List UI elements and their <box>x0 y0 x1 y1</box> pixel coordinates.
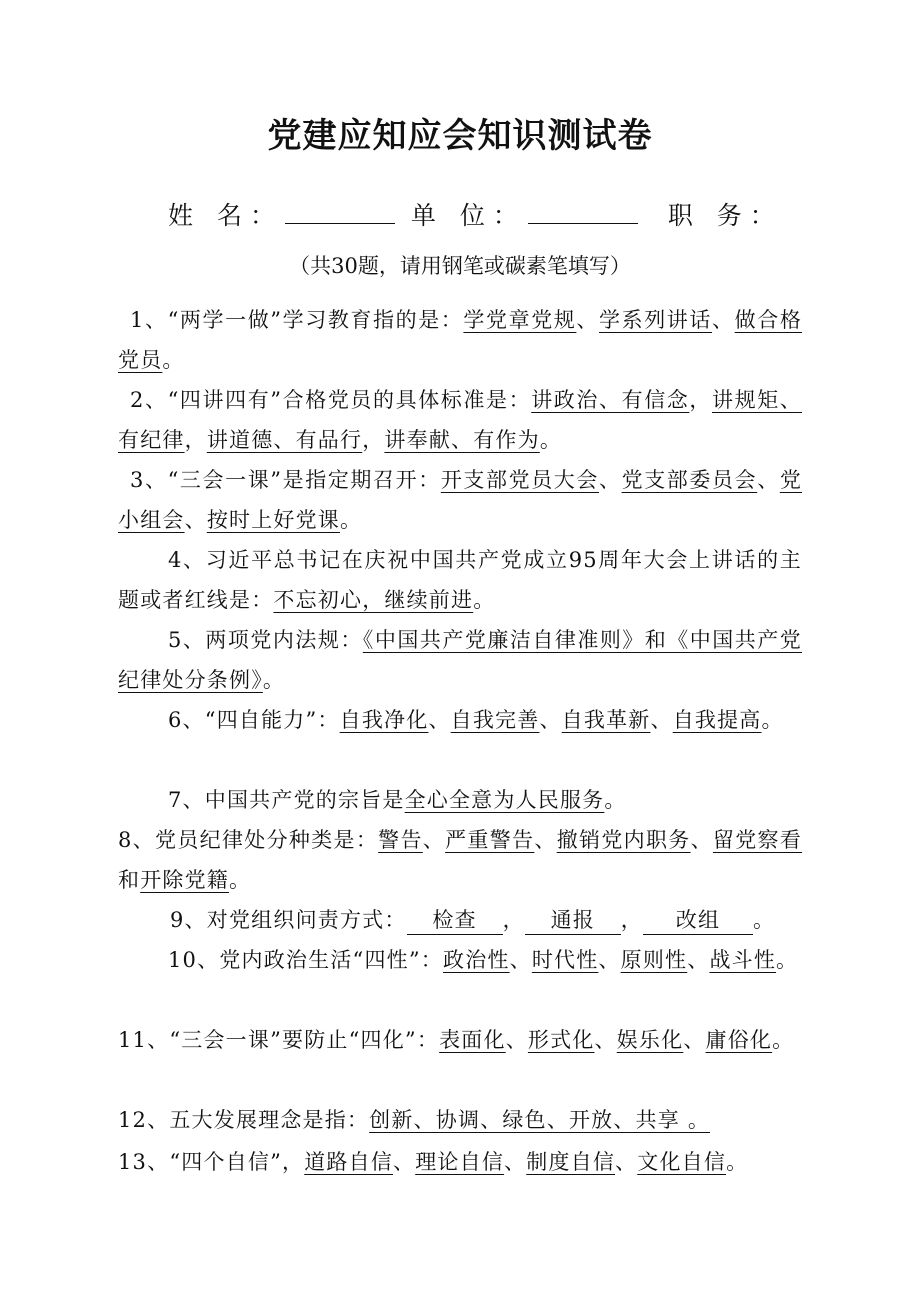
answer-text: 自我净化 <box>339 708 429 732</box>
question-text: 、 <box>683 1028 706 1052</box>
question-item <box>118 1020 802 1060</box>
name-blank[interactable] <box>285 201 395 224</box>
unit-blank[interactable] <box>528 201 638 224</box>
question-text: 党员纪律处分种类是： <box>155 828 379 852</box>
answer-text: 讲政治、有信念 <box>531 388 690 412</box>
question-text: 。 <box>776 948 799 972</box>
answer-text: 警告 <box>378 828 423 852</box>
question-text: 、 <box>687 948 710 972</box>
question-number: 12、 <box>118 1108 170 1132</box>
answer-text: 时代性 <box>531 948 599 972</box>
answer-text: 理论自信 <box>415 1150 505 1174</box>
answer-text: 严重警告 <box>445 828 535 852</box>
question-number: 6、 <box>168 708 205 732</box>
question-number: 10、 <box>168 948 220 972</box>
answer-text: 党支部委员会 <box>621 468 758 492</box>
question-text: 、 <box>539 708 562 732</box>
question-text: ， <box>184 428 207 452</box>
question-item <box>118 380 802 460</box>
question-text: 、 <box>690 828 713 852</box>
question-text: 。 <box>473 588 496 612</box>
answer-text: 制度自信 <box>526 1150 616 1174</box>
page-title: 党建应知应会知识测试卷 <box>267 116 653 156</box>
question-text: 、 <box>757 468 780 492</box>
question-text: 。 <box>162 348 185 372</box>
answer-text: 留党察看 <box>712 828 803 852</box>
answer-text: 不忘初心，继续前进 <box>273 588 474 612</box>
answer-text: 庸俗化 <box>705 1028 773 1052</box>
question-number: 8、 <box>118 828 155 852</box>
answer-text: 娱乐化 <box>616 1028 684 1052</box>
question-item <box>118 300 802 380</box>
question-item <box>118 1142 802 1182</box>
question-item <box>118 700 802 740</box>
question-text: 五大发展理念是指： <box>169 1108 370 1132</box>
unit-label: 单 位： <box>410 201 526 230</box>
question-item <box>118 540 802 620</box>
question-number: 3、 <box>130 468 168 492</box>
question-text: “四自能力”： <box>204 708 340 732</box>
position-label: 职 务： <box>667 201 783 230</box>
answer-text: 做合格党员 <box>118 308 803 372</box>
question-text: 。 <box>262 668 286 692</box>
question-number: 2、 <box>130 388 168 412</box>
question-number: 5、 <box>168 628 206 652</box>
question-text: 、 <box>184 508 207 532</box>
question-text: 。 <box>772 1028 795 1052</box>
question-text: 、 <box>393 1150 416 1174</box>
answer-text: 讲道德、有品行 <box>206 428 363 452</box>
question-number: 11、 <box>118 1028 170 1052</box>
header-info <box>168 196 783 232</box>
question-text: 两项党内法规： <box>205 628 363 652</box>
question-text: “三会一课”要防止“四化”： <box>169 1028 440 1052</box>
question-text: 、 <box>599 468 622 492</box>
question-text: “四个自信”， <box>169 1150 305 1174</box>
answer-text: 撤销党内职务 <box>556 828 691 852</box>
answer-text: 按时上好党课 <box>206 508 341 532</box>
question-text: 习近平总书记在庆祝中国共产党成立95周年大会上讲话的主题或者红线是： <box>118 548 802 612</box>
answer-text: 全心全意为人民服务 <box>404 788 605 812</box>
question-number: 1、 <box>130 308 168 332</box>
answer-text: 文化自信 <box>637 1150 727 1174</box>
question-text: 、 <box>576 308 600 332</box>
question-text: 。 <box>726 1150 749 1174</box>
instruction-note: （共30题，请用钢笔或碳素笔填写） <box>289 254 631 278</box>
answer-text: 战斗性 <box>709 948 777 972</box>
question-item <box>118 780 802 820</box>
question-item <box>118 900 802 940</box>
question-text: 、 <box>505 1028 528 1052</box>
answer-text: 自我完善 <box>450 708 540 732</box>
question-text: 、 <box>712 308 735 332</box>
question-number: 13、 <box>118 1150 170 1174</box>
answer-text: 开支部党员大会 <box>440 468 599 492</box>
answer-text: 自我革新 <box>561 708 651 732</box>
answer-text: 学系列讲话 <box>599 308 713 332</box>
question-text: 。 <box>761 708 784 732</box>
question-text: 、 <box>504 1150 527 1174</box>
answer-text: 《中国共产党廉洁自律准则》和《中国共产党纪律处分条例》 <box>118 628 802 692</box>
answer-text: 创新、协调、绿色、开放、共享 。 <box>369 1108 711 1132</box>
question-text: 党内政治生活“四性”： <box>219 948 443 972</box>
question-text: “三会一课”是指定期召开： <box>167 468 441 492</box>
answer-text: 讲奉献、有作为 <box>384 428 540 452</box>
question-text: 和 <box>118 868 141 892</box>
question-text: 、 <box>534 828 557 852</box>
name-label: 姓 名： <box>168 201 283 230</box>
question-text: ， <box>502 908 525 932</box>
question-text: 。 <box>752 908 776 932</box>
answer-text: 道路自信 <box>304 1150 394 1174</box>
question-text: 对党组织问责方式： <box>206 908 407 932</box>
question-text: 。 <box>229 868 252 892</box>
question-number: 4、 <box>168 548 206 572</box>
question-text: 、 <box>594 1028 617 1052</box>
answer-text: 自我提高 <box>672 708 762 732</box>
question-text: 。 <box>340 508 363 532</box>
question-number: 9、 <box>170 908 207 932</box>
question-text: 、 <box>615 1150 638 1174</box>
question-text: 。 <box>539 428 563 452</box>
question-text: 、 <box>428 708 451 732</box>
question-text: ， <box>362 428 385 452</box>
question-text: ， <box>620 908 643 932</box>
answer-blank: 通报 <box>525 906 621 935</box>
question-text: 。 <box>604 788 627 812</box>
question-text: 、 <box>650 708 673 732</box>
answer-blank: 检查 <box>407 906 503 935</box>
question-text: ， <box>689 388 712 412</box>
answer-text: 讲规矩、有纪律 <box>118 388 802 452</box>
question-item <box>118 620 802 700</box>
answer-blank: 改组 <box>643 906 753 935</box>
question-number: 7、 <box>168 788 205 812</box>
answer-text: 学党章党规 <box>463 308 577 332</box>
question-text: 、 <box>422 828 446 852</box>
question-text: 中国共产党的宗旨是 <box>204 788 405 812</box>
answer-text: 表面化 <box>439 1028 506 1052</box>
question-item <box>118 460 802 540</box>
answer-text: 原则性 <box>620 948 688 972</box>
question-text: 、 <box>509 948 532 972</box>
question-text: 、 <box>598 948 621 972</box>
answer-text: 党小组会 <box>118 468 803 532</box>
answer-text: 政治性 <box>443 948 510 972</box>
answer-text: 形式化 <box>527 1028 595 1052</box>
question-text: “四讲四有”合格党员的具体标准是： <box>167 388 532 412</box>
question-item <box>118 940 802 980</box>
question-text: “两学一做”学习教育指的是： <box>167 308 464 332</box>
question-item <box>118 820 802 900</box>
question-item <box>118 1100 802 1140</box>
answer-text: 开除党籍 <box>140 868 230 892</box>
